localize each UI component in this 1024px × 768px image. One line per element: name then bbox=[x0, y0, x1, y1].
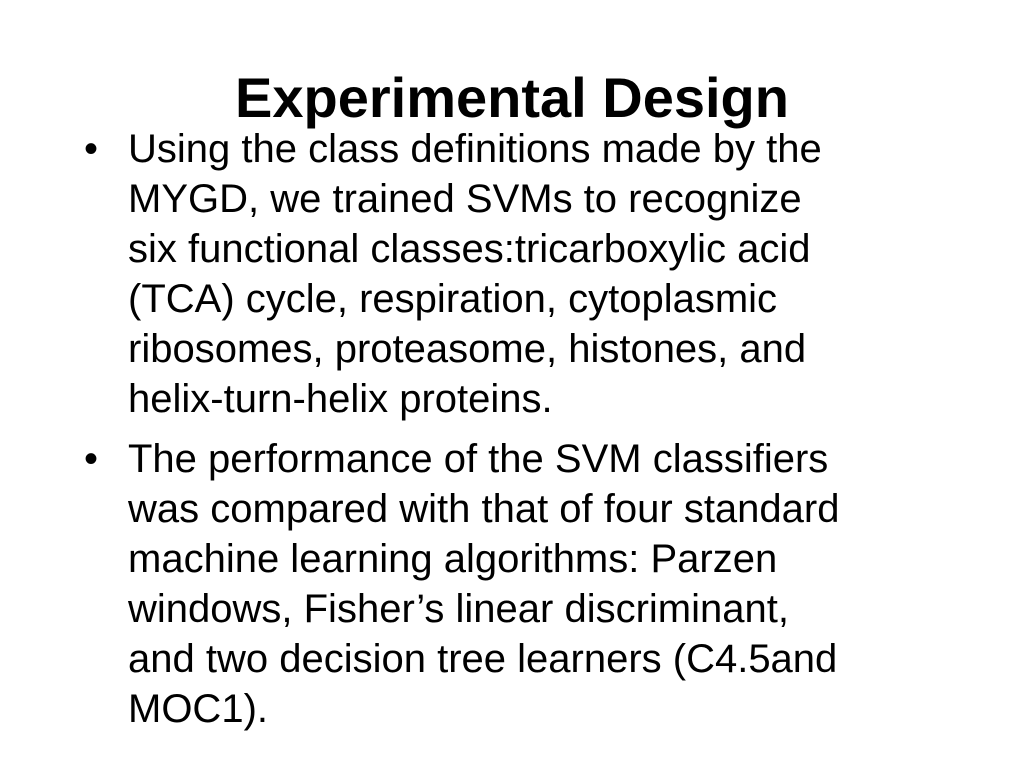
bullet-2-line-2: was compared with that of four standard bbox=[128, 487, 840, 531]
bullet-1-line-6: helix-turn-helix proteins. bbox=[128, 377, 553, 421]
bullet-2-line-6: MOC1). bbox=[128, 687, 268, 731]
bullet-2-line-5: and two decision tree learners (C4.5and bbox=[128, 637, 838, 681]
bullet-item-1 bbox=[84, 124, 964, 424]
bullet-2-line-1: The performance of the SVM classifiers bbox=[128, 437, 829, 481]
bullet-1-line-5: ribosomes, proteasome, histones, and bbox=[128, 327, 807, 371]
bullet-1-line-1: Using the class definitions made by the bbox=[128, 127, 822, 171]
slide-title: Experimental Design bbox=[235, 66, 789, 129]
bullet-item-2 bbox=[84, 434, 964, 734]
bullet-1-line-2: MYGD, we trained SVMs to recognize bbox=[128, 177, 802, 221]
bullet-2-line-3: machine learning algorithms: Parzen bbox=[128, 537, 778, 581]
bullet-2-line-4: windows, Fisher’s linear discriminant, bbox=[128, 587, 789, 631]
bullet-list bbox=[84, 124, 964, 744]
bullet-1-line-3: six functional classes:tricarboxylic acid bbox=[128, 227, 811, 271]
bullet-1-line-4: (TCA) cycle, respiration, cytoplasmic bbox=[128, 277, 778, 321]
bullet-marker: • bbox=[84, 437, 99, 481]
bullet-marker: • bbox=[84, 127, 99, 171]
